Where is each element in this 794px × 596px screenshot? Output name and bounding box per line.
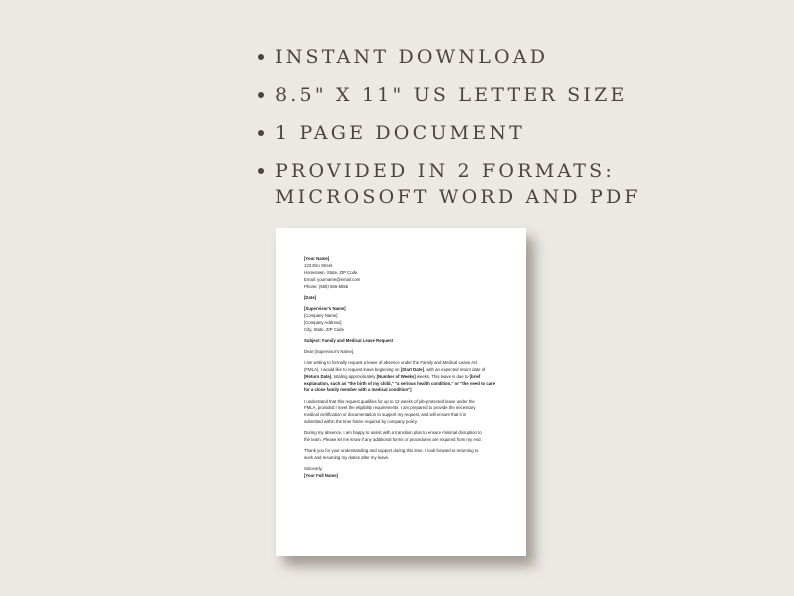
letter-signature: [Your Full Name]: [304, 473, 339, 479]
letter-subject: Subject: Family and Medical Leave Request: [304, 337, 394, 343]
letter-salutation: Dear [Supervisor's Name],: [304, 348, 355, 354]
document-preview: [276, 228, 526, 556]
recipient-name: [Supervisor's Name]: [304, 305, 346, 311]
paragraph-line: for a close family member with a medical condition"]: [304, 387, 412, 393]
text-run: , totaling approximately: [331, 373, 377, 379]
text-run-bold: [Start Date]: [400, 366, 424, 372]
paragraph-line: the team. Please let me know if any additional forms or procedures are required from my end.: [304, 437, 482, 443]
sender-email: Email: yourname@email.com: [304, 276, 361, 282]
feature-text: PROVIDED IN 2 FORMATS:: [275, 160, 615, 182]
paragraph-line: I understand that this request qualifies for up to 12 weeks of job-protected leave under the: [304, 398, 475, 404]
feature-item: [258, 82, 778, 108]
paragraph-line: During my absence, I am happy to assist with a transition plan to ensure minimal disruption to: [304, 430, 482, 436]
paragraph-line: explanation, such as "the birth of my child," "a serious health condition," or "the need to care: [304, 380, 496, 386]
recipient-block: [304, 306, 502, 334]
feature-list: [258, 44, 778, 222]
text-run: , with an expected return date of: [423, 366, 486, 372]
feature-text: MICROSOFT WORD AND PDF: [275, 186, 641, 208]
feature-text: INSTANT DOWNLOAD: [275, 46, 549, 68]
text-run-bold: [brief: [469, 373, 481, 379]
paragraph-3: [304, 430, 502, 444]
paragraph-line: I am writing to formally request a leave of absence under the Family and Medical Leave Act: [304, 359, 478, 365]
paragraph-1: [304, 360, 502, 395]
paragraph-4: [304, 448, 502, 462]
closing-block: [304, 466, 502, 480]
sender-city: Hometown, State, ZIP Code: [304, 269, 358, 275]
paragraph-line: Thank you for your understanding and support during this time. I look forward to returning to: [304, 448, 479, 454]
paragraph-line: submitted within the time frame required by company policy.: [304, 419, 418, 425]
paragraph-line: medical certification or documentation to support my request, and will ensure that it is: [304, 412, 466, 418]
paragraph-2: [304, 399, 502, 427]
sender-phone: Phone: (555) 555-5555: [304, 283, 349, 289]
salutation-block: [304, 349, 502, 356]
bullet-icon: [258, 168, 264, 174]
recipient-company: [Company Name]: [304, 312, 338, 318]
feature-item: [258, 120, 778, 146]
feature-text: 8.5" X 11" US LETTER SIZE: [275, 84, 628, 106]
text-run: weeks. This leave is due to: [415, 373, 470, 379]
bullet-icon: [258, 54, 264, 60]
sender-address: 123 Elm Street: [304, 262, 333, 268]
paragraph-line: [304, 367, 502, 374]
letter-body: [304, 256, 502, 484]
paragraph-line: [304, 374, 502, 381]
feature-item: [258, 44, 778, 70]
letter-date: [Date]: [304, 294, 317, 300]
feature-text: 1 PAGE DOCUMENT: [275, 122, 525, 144]
recipient-address: [Company Address]: [304, 319, 342, 325]
date-block: [304, 295, 502, 302]
paragraph-line: work and resuming my duties after my leave.: [304, 455, 390, 461]
bullet-icon: [258, 130, 264, 136]
letter-closing: Sincerely,: [304, 466, 323, 472]
text-run: (FMLA). I would like to request leave beginning on: [304, 366, 401, 372]
text-run-bold: [Number of Weeks]: [376, 373, 416, 379]
sender-block: [304, 256, 502, 291]
recipient-city: City, State, ZIP Code: [304, 326, 344, 332]
text-run-bold: [Return Date]: [304, 373, 332, 379]
bullet-icon: [258, 92, 264, 98]
sender-name: [Your Name]: [304, 256, 330, 261]
paragraph-line: FMLA, provided I meet the eligibility requirements. I am prepared to provide the necessary: [304, 405, 476, 411]
subject-block: [304, 338, 502, 345]
feature-item: [258, 158, 778, 210]
